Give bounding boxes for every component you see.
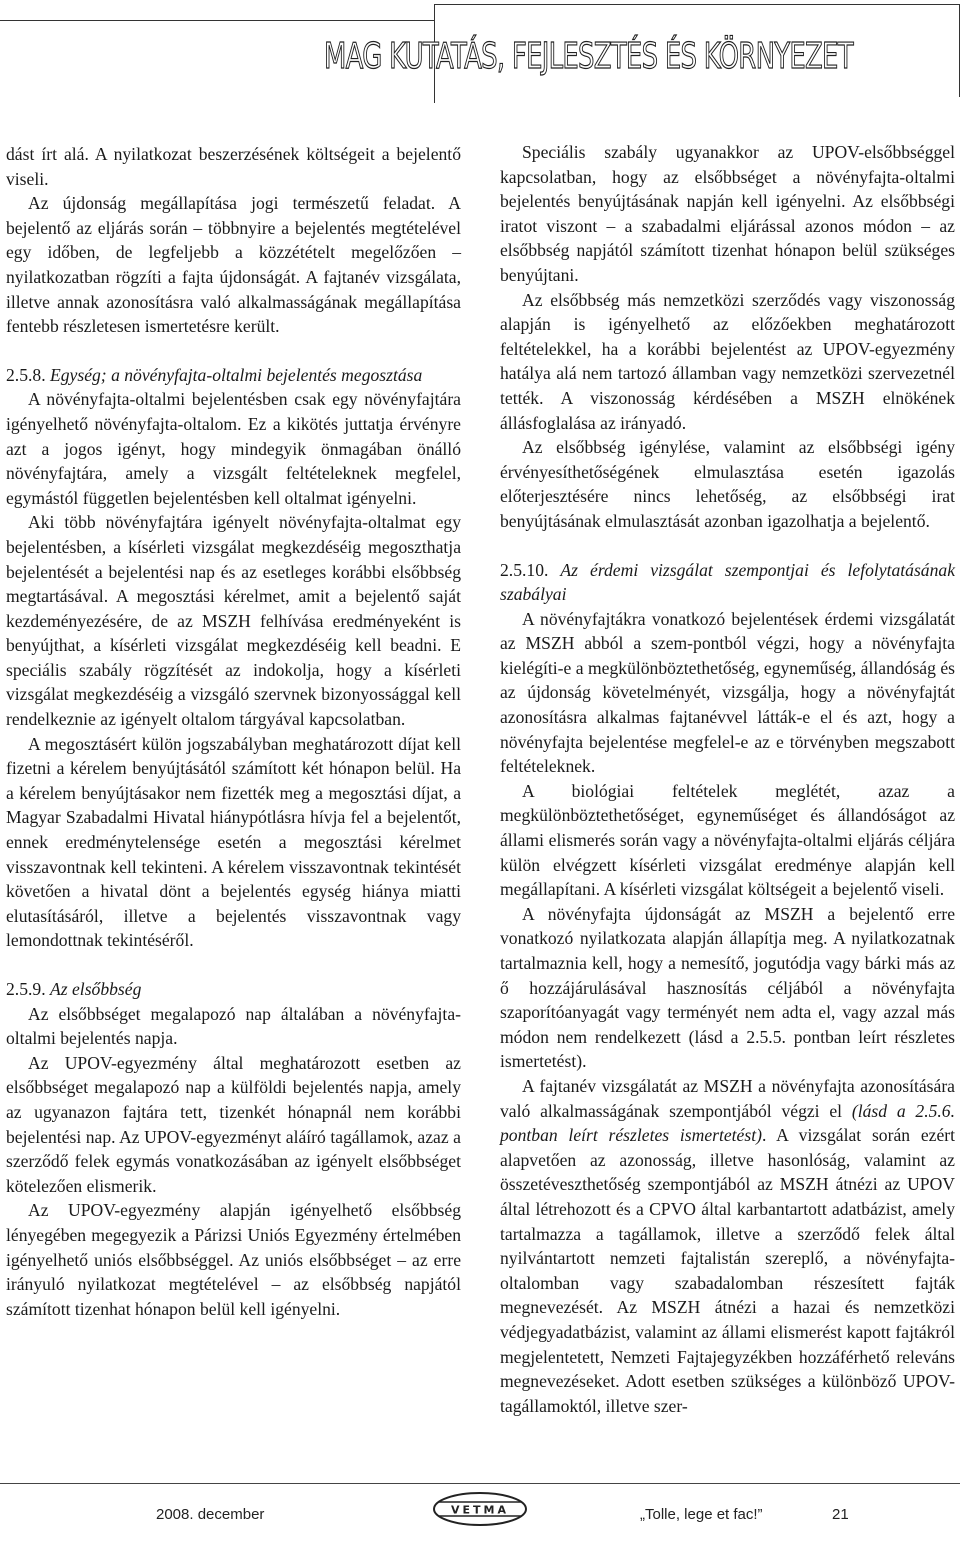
italic-reference: (lásd a 2.5.6. pontban leírt részletes ismertetést) xyxy=(500,1100,955,1146)
right-column xyxy=(500,140,955,1418)
paragraph: A megosztásért külön jogszabályban meghatározott díjat kell fizetni a kérelem benyújtásától számított két hónapon belül. Ha a kérelem benyújtásakor nem fizették meg a megosztási díjat, a Magyar Szabadalmi Hivatal hiánypótlásra hívja fel a bejelentőt, ennek eredménytelensége esetén a megosztási kérelmet visszavontnak kell tekinteni. A kérelem visszavontnak tekintését követően a hivatal dönt a bejelentés egység hiánya miatti elutasításáról, illetve a bejelentés visszavontnak vagy lemondottnak tekintéséről. xyxy=(6,733,461,951)
text-run: . A vizsgálat során ezért alapvetően az azonosság, illetve hasonlóság, valamint az összetéveszthetőség szempontjából az MSZH átnézi az UPOV által létrehozott és a CPVO által karbantartott adatbázist, amely tartalmazza a tagállamok, illetve a szerződő felek által nyilvántartott nemzeti fajtalistán szereplő, a növényfajta-oltalomban vagy szabadalomban részesített fajták megnevezését. Az MSZH átnézi a hazai és nemzetközi védjegyadatbázist, valamint az állami elismerést kapott fajtákról megjelentetett, Nemzeti Fajtajegyzékben hozzáférhető releváns megnevezéseket. Adott esetben szükséges a különböző UPOV-tagállamoktól, illetve szer- xyxy=(500,1125,956,1416)
paragraph: A növényfajtákra vonatkozó bejelentések érdemi vizsgálatát az MSZH abból a szem-pontból végzi, hogy a növényfajta kielégíti-e a megkülönböztethetőség, egyneműség, állandóság és az újdonság követelményét, vizsgálja, hogy a növényfajtát azonosításra alkalmas fajtanévvel látták-e el és azt, hogy a növényfajta bejelentése megfelel-e az e törvényben megszabott feltételeknek. xyxy=(500,608,955,777)
section-heading-2-5-9 xyxy=(6,977,461,1002)
paragraph: Az elsőbbség igénylése, valamint az elsőbbségi igény érvényesíthetőségének elmulasztása esetén igazolás előterjesztésére nincs lehetőség, az elsőbbségi irat benyújtásának elmulasztását azonban igazolhatja a bejelentő. xyxy=(500,437,955,531)
paragraph: Az UPOV-egyezmény által meghatározott esetben az elsőbbséget megalapozó nap a külföldi bejelentés napja, amely az ugyanazon fajtára tett, tizenkét hónapnál nem korábbi bejelentési nap. Az UPOV-egyezményt aláíró tagállamok, azaz a szerződő felek egymás vonatkozásában az igényelt elsőbbséget kötelezően elismerik. xyxy=(6,1052,461,1196)
paragraph: Speciális szabály ugyanakkor az UPOV-elsőbbséggel kapcsolatban, hogy az elsőbbséget a növényfajta-oltalmi bejelentés benyújtásának napján kell igényelni. Az elsőbbségi iratot viszont – a szabadalmi eljárással azonos módon – az elsőbbség napjától számított tizenhat hónapon belül szükséges benyújtani. xyxy=(500,142,955,285)
section-heading-2-5-8 xyxy=(6,363,461,388)
paragraph: A növényfajta újdonságát az MSZH a bejelentő erre vonatkozó nyilatkozata alapján állapítja meg. A nyilatkozatnak tartalmaznia kell, hogy a nemesítő, jogutódja vagy bárki más az ő hozzájárulásával hasznosítás céljából a növényfajta szaporítóanyagát vagy terményét nem adta el, vagy azzal más módon nem rendelkezett (lásd a 2.5.5. pontban leírt részletes ismertetést). xyxy=(500,903,955,1072)
running-header-title: MAG KUTATÁS, FEJLESZTÉS ÉS KÖRNYEZET xyxy=(324,36,853,77)
section-title: Az elsőbbség xyxy=(50,979,142,999)
section-title: Egység; a növényfajta-oltalmi bejelentés megosztása xyxy=(50,364,423,385)
paragraph: Az elsőbbség más nemzetközi szerződés vagy viszonosság alapján is igényelhető az előzőekben meghatározott feltételekkel, ha a korábbi bejelentést az UPOV-egyezmény hatálya alá nem tartozó államban vagy nemzetközi szervezetnél tették. A viszonosság kérdésében a MSZH elnökének állásfoglalása az irányadó. xyxy=(500,289,955,433)
section-number: 2.5.10. xyxy=(500,559,549,580)
left-column xyxy=(6,142,461,1321)
paragraph: A növényfajta-oltalmi bejelentésben csak egy növényfajtára igényelhető növényfajta-oltalom. Ez a kikötés juttatja érvényre azt a jogos igényt, hogy mindegyik önmagában önálló növényfajtára, amely a vizsgált feltételeknek megfelel, egymástól független bejelentésben kell oltalmat igényelni. xyxy=(6,389,461,508)
paragraph xyxy=(500,1074,955,1418)
footer-rule xyxy=(0,1483,960,1484)
footer-date: 2008. december xyxy=(156,1506,265,1523)
section-heading-2-5-10 xyxy=(500,558,955,607)
page-number: 21 xyxy=(832,1506,849,1523)
section-number: 2.5.8. xyxy=(6,364,46,385)
section-number: 2.5.9. xyxy=(6,979,46,999)
footer-motto: „Tolle, lege et fac!” xyxy=(640,1506,763,1523)
vetma-logo xyxy=(432,1490,528,1528)
paragraph: Az elsőbbséget megalapozó nap általában a növényfajta-oltalmi bejelentés napja. xyxy=(6,1003,461,1049)
text-run: A fajtanév vizsgálatát az MSZH a növényfajta azonosítására való alkalmasságának szempontjából végzi el xyxy=(500,1075,955,1121)
paragraph: Az újdonság megállapítása jogi természetű feladat. A bejelentő az eljárás során – többnyire a bejelentés megtételével egy időben, de legfeljebb a közzétételt megelőzően – nyilatkozatban rögzíti a fajta újdonságát. A fajtanév vizsgálata, illetve annak azonosításra való alkalmasságának megállapítása fentebb részletesen ismertetésre került. xyxy=(6,193,461,337)
paragraph: dást írt alá. A nyilatkozat beszerzésének költségeit a bejelentő viseli. xyxy=(6,144,461,189)
section-title: Az érdemi vizsgálat szempontjai és lefolytatásának szabályai xyxy=(500,559,955,605)
paragraph: Az UPOV-egyezmény alapján igényelhető elsőbbség lényegében megegyezik a Párizsi Uniós Egyezmény értelmében igényelhető uniós elsőbbséggel. Az uniós elsőbbséget – az erre irányuló nyilatkozat megtételével – az elsőbbség napjától számított tizenhat hónapon belül kell igényelni. xyxy=(6,1200,461,1319)
logo-text: VETMA xyxy=(451,1503,509,1517)
paragraph: A biológiai feltételek meglétét, azaz a megkülönböztethetőséget, egyneműséget és állandóságot az állami elismerés során vagy a növényfajta-oltalmi eljárás céljára külön elvégzett kísérleti vizsgálat eredménye alapján kell megállapítani. A kísérleti vizsgálat költségeit a bejelentő viseli. xyxy=(500,780,955,900)
paragraph: Aki több növényfajtára igényelt növényfajta-oltalmat egy bejelentésben, a kísérleti vizsgálat megkezdéséig megoszthatja bejelentését a bejelentési nap és az esetleges korábbi elsőbbség megtartásával. A megosztási kérelmet, amit a bejelentő saját kezdeményezésére, de az MSZH felhívása eredményeként is benyújthat, a kísérleti vizsgálat megkezdéséig kell beadni. E speciális szabály rögzítését az indokolja, hogy a kísérleti vizsgálat megkezdéséig a vizsgáló szervnek bizonyossággal kell rendelkeznie az igényelt oltalom tárgyával kapcsolatban. xyxy=(6,512,461,730)
